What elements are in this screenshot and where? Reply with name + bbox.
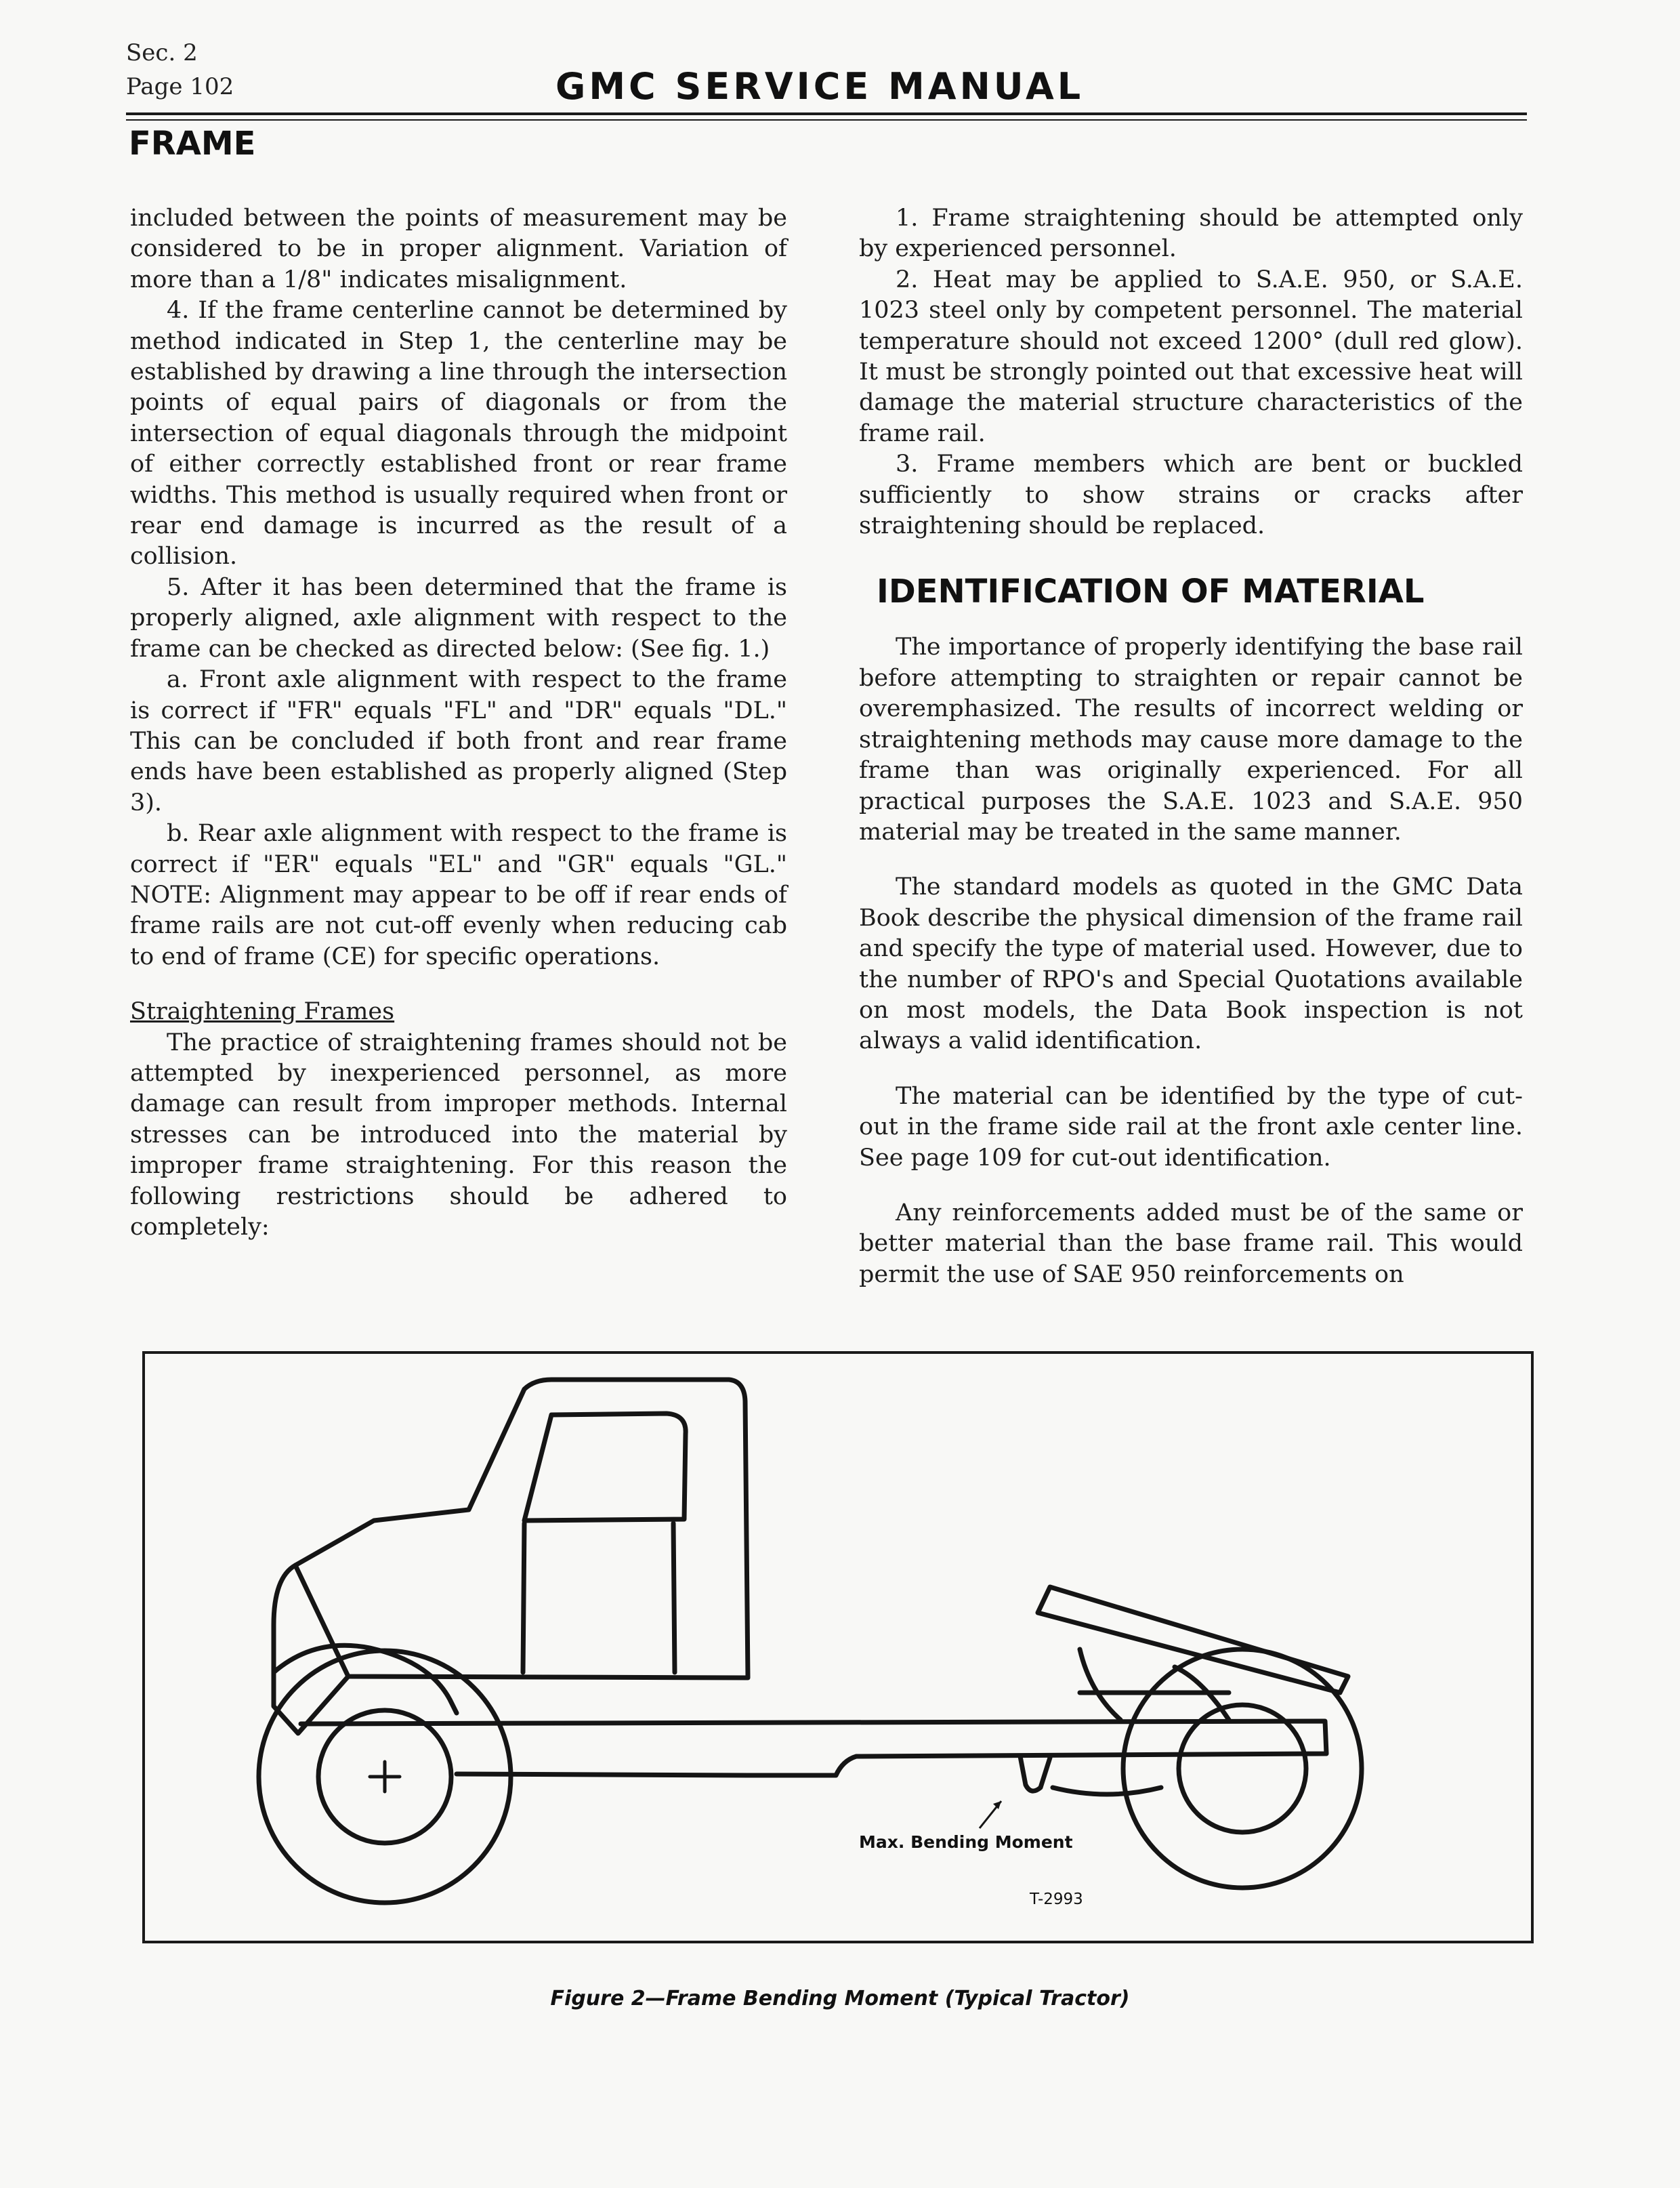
manual-title: GMC SERVICE MANUAL — [555, 65, 1085, 108]
spring-hanger — [1020, 1756, 1050, 1791]
figure-callout: Max. Bending Moment — [859, 1832, 1073, 1852]
frame-rail — [301, 1721, 1326, 1775]
front-fender — [274, 1645, 457, 1713]
paragraph: The material can be identified by the type of cut-out in the frame side rail at the front axle center line. See page 109 for cut-out identification. — [859, 1082, 1523, 1172]
subheading: Straightening Frames — [130, 998, 395, 1026]
fifth-wheel-base — [1080, 1649, 1229, 1720]
page-number: Page 102 — [126, 73, 234, 100]
rear-spring — [1053, 1788, 1161, 1794]
paragraph: The standard models as quoted in the GMC Data Book describe the physical dimension of the frame rail and specify the type of material used. However, due to the number of RPO's and Special Quotations available on most models, the Data Book inspection is not always a valid identification. — [859, 873, 1523, 1055]
center-mark — [370, 1762, 400, 1792]
paragraph: The practice of straightening frames should not be attempted by inexperienced personnel, as more damage can result from improper methods. Internal stresses can be introduced into the material by improper frame straightening. For this reason the following restrictions should be adhered to completely: — [130, 1029, 787, 1241]
tractor-illustration — [145, 1354, 1531, 1941]
figure-frame — [142, 1351, 1534, 1943]
cab-window — [524, 1413, 686, 1521]
paragraph: 3. Frame members which are bent or buckled sufficiently to show strains or cracks after straightening should be replaced. — [859, 451, 1523, 540]
paragraph: a. Front axle alignment with respect to the frame is correct if "FR" equals "FL" and "DR" equals "DL." This can be concluded if both front and rear frame ends have been established as properly aligned (Step 3). — [130, 666, 787, 817]
cab-door — [523, 1523, 675, 1672]
paragraph: 4. If the frame centerline cannot be determined by method indicated in Step 1, the centerline may be established by drawing a line through the intersection points of equal pairs of diagonals or from the intersection of equal diagonals through the midpoint of either correctly established front or rear frame widths. This method is usually required when front or rear end damage is incurred as the result of a collision. — [130, 297, 787, 571]
rear-wheel — [1123, 1649, 1362, 1888]
figure-caption: Figure 2—Frame Bending Moment (Typical Tractor) — [550, 1987, 1130, 2010]
section-title: FRAME — [129, 125, 256, 163]
callout-arrowhead — [993, 1801, 1001, 1809]
left-column — [130, 203, 787, 1243]
paragraph: Any reinforcements added must be of the same or better material than the base frame rail. This would permit the use of SAE 950 reinforcements on — [859, 1199, 1523, 1288]
header-rule — [126, 112, 1527, 115]
paragraph: 1. Frame straightening should be attempted only by experienced personnel. — [859, 205, 1523, 263]
section-heading: IDENTIFICATION OF MATERIAL — [877, 573, 1425, 611]
section-number: Sec. 2 — [126, 39, 198, 66]
paragraph: included between the points of measurement may be considered to be in proper alignment. Variation of more than a 1/8" indicates misalignment. — [130, 205, 787, 293]
figure-number: T-2993 — [1030, 1891, 1083, 1908]
right-column — [859, 203, 1523, 1290]
paragraph: The importance of properly identifying the base rail before attempting to straighten or repair cannot be overemphasized. The results of incorrect welding or straightening methods may cause more damage to the frame than was originally experienced. For all practical purposes the S.A.E. 1023 and S.A.E. 950 material may be treated in the same manner. — [859, 634, 1523, 846]
paragraph: 2. Heat may be applied to S.A.E. 950, or S.A.E. 1023 steel only by competent personnel. The material temperature should not exceed 1200° (dull red glow). It must be strongly pointed out that excessive heat will damage the material structure characteristics of the frame rail. — [859, 266, 1523, 447]
paragraph: 5. After it has been determined that the frame is properly aligned, axle alignment with respect to the frame can be checked as directed below: (See fig. 1.) — [130, 573, 787, 663]
rear-hub — [1179, 1705, 1306, 1832]
header-rule-thin — [126, 119, 1527, 121]
paragraph: b. Rear axle alignment with respect to the frame is correct if "ER" equals "EL" and "GR" equals "GL." NOTE: Alignment may appear to be off if rear ends of frame rails are not cut-off evenly when reducing cab to end of frame (CE) for specific operations. — [130, 820, 787, 970]
